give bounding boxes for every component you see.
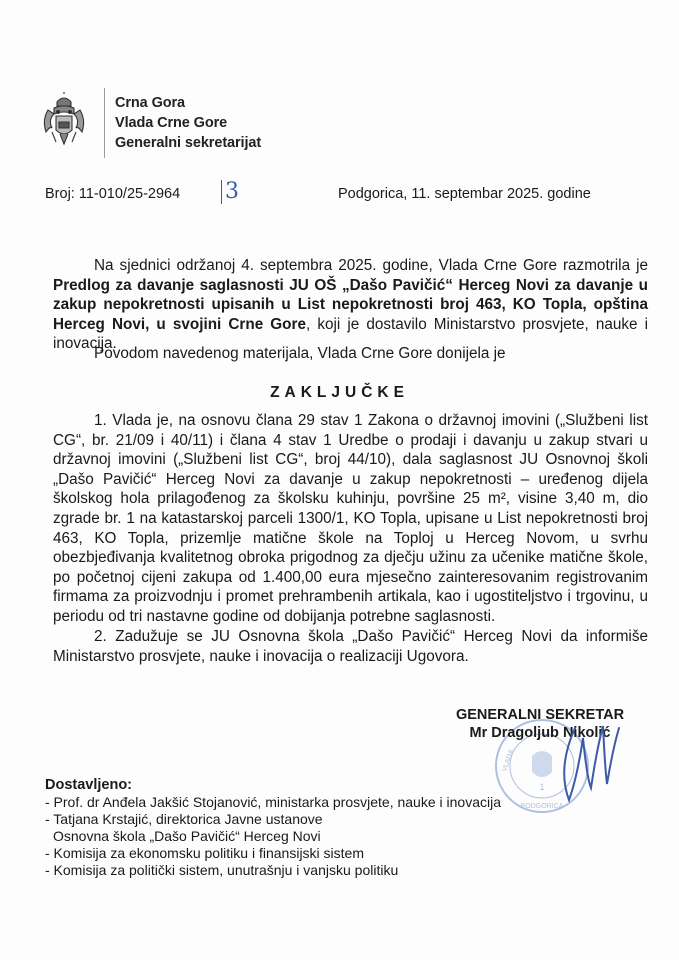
signer-role: GENERALNI SEKRETAR xyxy=(455,707,625,723)
intro-lead: Na sjednici održanoj 4. septembra 2025. godine, Vlada Crne Gore razmotrila je xyxy=(94,257,648,274)
intro-paragraph xyxy=(53,256,648,354)
intro-subject: Predlog za davanje saglasnosti JU OŠ „Dašo Pavičić“ Herceg Novi za davanje u zakup nepokretnosti upisanih u List nepokretnosti broj 463, KO Topla, opština Herceg Novi, u svojini Crne Gore xyxy=(53,276,648,333)
distribution-list xyxy=(45,777,501,879)
followup-paragraph xyxy=(53,344,648,364)
signer-name: Mr Dragoljub Nikolić xyxy=(469,725,611,741)
country-name: Crna Gora xyxy=(115,95,186,111)
government-name: Vlada Crne Gore xyxy=(115,115,228,131)
intro-tail: , koji je dostavilo Ministarstvo prosvjete, nauke i inovacija. xyxy=(53,315,648,353)
montenegro-coat-of-arms-icon xyxy=(38,92,90,154)
handwritten-signature-icon xyxy=(555,718,625,808)
distribution-item: - Komisija za politički sistem, unutrašnju i vanjsku politiku xyxy=(45,862,399,878)
conclusion-text-2: 2. Zadužuje se JU Osnovna škola „Dašo Pavičić“ Herceg Novi da informiše Ministarstvo prosvjete, nauke i inovacija o realizaciji Ugovora. xyxy=(53,628,648,665)
distribution-item: - Tatjana Krstajić, direktorica Javne ustanove xyxy=(45,811,323,827)
conclusion-item-2 xyxy=(53,627,648,666)
conclusions-title: ZAKLJUČKE xyxy=(270,384,409,401)
svg-text:PODGORICA: PODGORICA xyxy=(520,803,564,810)
office-name: Generalni sekretarijat xyxy=(115,135,262,151)
conclusion-text-1: 1. Vlada je, na osnovu člana 29 stav 1 Zakona o državnoj imovini („Službeni list CG“, br. 21/09 i 40/11) i člana 4 stav 1 Uredbe o prodaji i davanju u zakup stvari u državnoj imovini („Službeni list CG“, broj 44/10), dala saglasnost JU Osnovnoj školi „Dašo Pavičić“ Herceg Novi za davanje u zakup nepokretnosti – uređenog dijela školskog hola prilagođenog za školsku kuhinju, površine 25 m², visine 3,40 m, dio zgrade br. 1 na katastarskoj parceli 1300/1, KO Topla, upisane u List nepokretnosti broj 463, KO Topla, prizemlje matične škole na Toploj u Herceg Novom, u svrhu obezbjeđivanja kvalitetnog obroka prigodnog za dječju užinu za učenike matične škole, po početnoj cijeni zakupa od 1.400,00 eura mjesečno zainteresovanim registrovanim firmama za proizvodnju i promet prehrambenih artikala, kao i ugostiteljstvo i trgovinu, u periodu od tri nastavne godine od dobijanja potrebne saglasnosti. xyxy=(53,412,648,625)
document-number: Broj: 11-010/25-2964 xyxy=(45,186,181,202)
distribution-item: - Komisija za ekonomsku politiku i finansijski sistem xyxy=(45,845,364,861)
place-date: Podgorica, 11. septembar 2025. godine xyxy=(338,186,591,202)
svg-text:1: 1 xyxy=(539,782,545,792)
svg-text:VLADA: VLADA xyxy=(501,748,516,773)
conclusion-item-1 xyxy=(53,411,648,627)
handwritten-suffix: 3 xyxy=(221,180,239,204)
letterhead xyxy=(38,88,261,158)
header-divider xyxy=(104,88,105,158)
distribution-item: - Prof. dr Anđela Jakšić Stojanović, ministarka prosvjete, nauke i inovacija xyxy=(45,794,501,810)
distribution-title: Dostavljeno: xyxy=(45,777,133,793)
distribution-item: Osnovna škola „Dašo Pavičić“ Herceg Novi xyxy=(53,828,321,844)
followup-text: Povodom navedenog materijala, Vlada Crne Gore donijela je xyxy=(94,345,506,362)
